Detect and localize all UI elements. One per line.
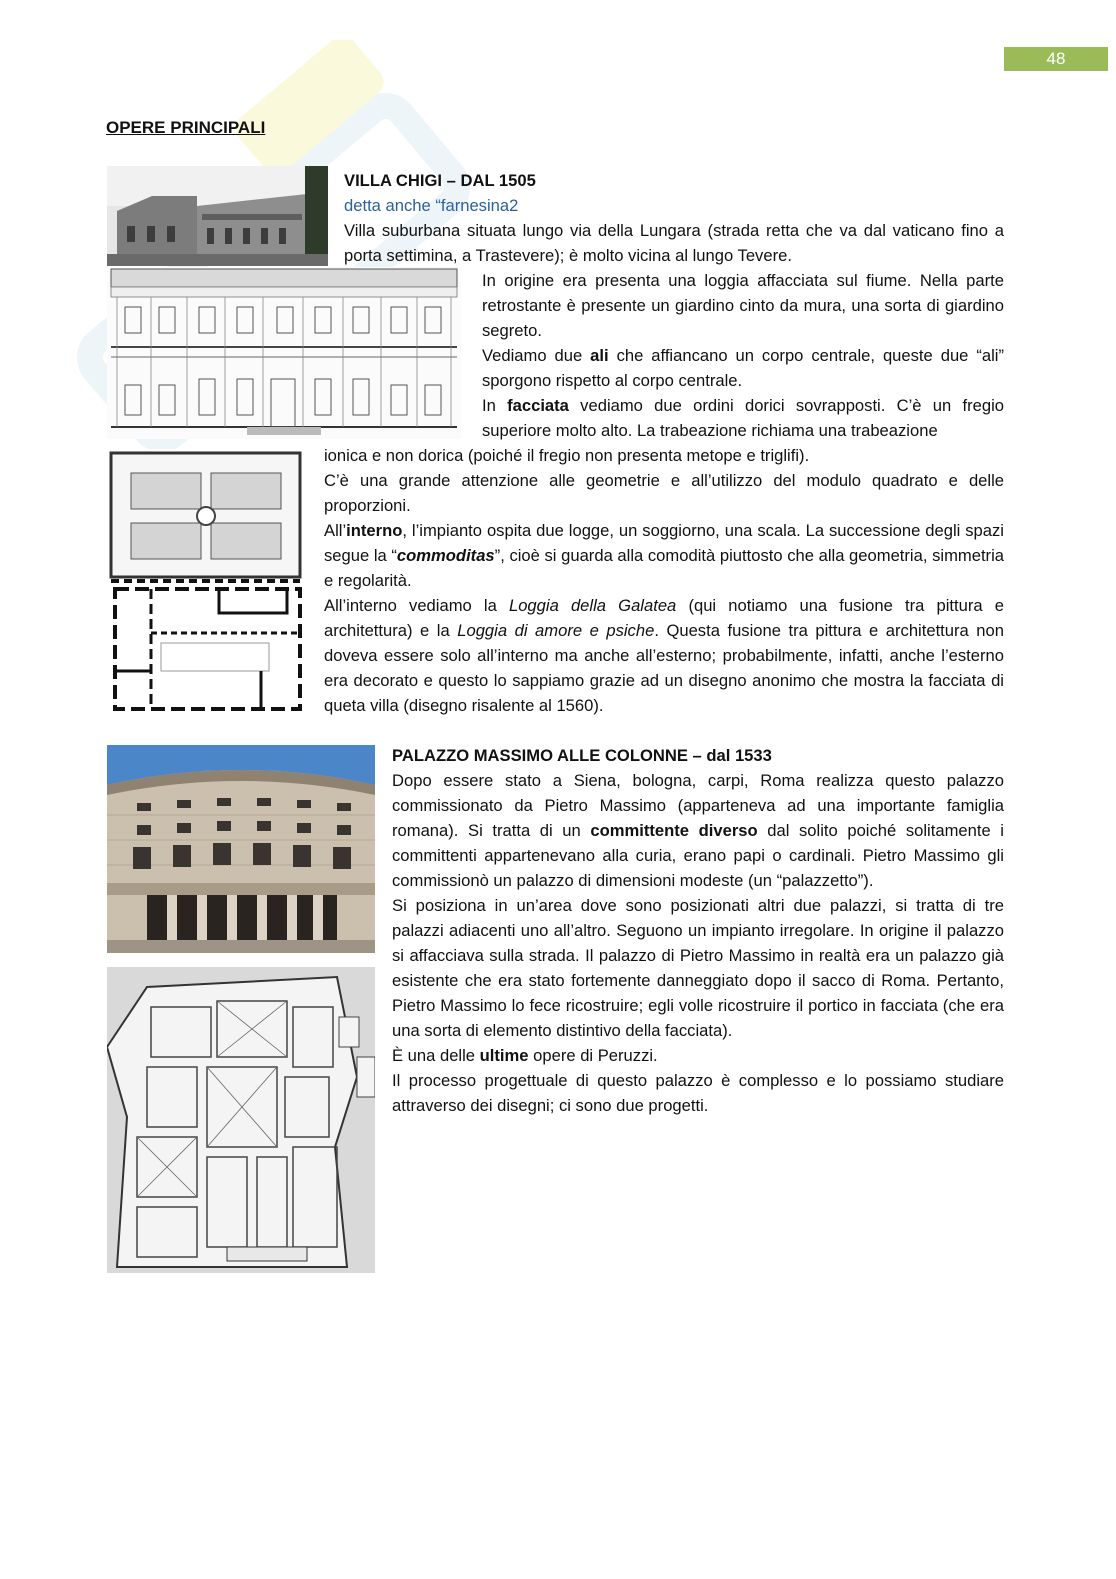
villa-subtitle: detta anche “farnesina2 <box>344 196 519 215</box>
palazzo-title: PALAZZO MASSIMO ALLE COLONNE – dal 1533 <box>392 746 772 765</box>
villa-paragraph-origin: In origine era presenta una loggia affacciata sul fiume. Nella parte retrostante è presente un giardino cinto da mura, una sorta di giardino segreto. <box>482 271 1004 340</box>
villa-lower-block <box>324 443 1004 718</box>
villa-upper-block <box>482 268 1004 443</box>
villa-paragraph-facade: In facciata vediamo due ordini dorici sovrapposti. C’è un fregio superiore molto alto. La trabeazione richiama una trabeazione <box>482 396 1005 440</box>
villa-floor-plan <box>107 449 304 714</box>
villa-paragraph-loggias: All’interno vediamo la Loggia della Galatea (qui notiamo una fusione tra pittura e architettura) e la Loggia di amore e psiche. Questa fusione tra pittura e architettura non doveva essere solo all’interno ma anche all’esterno; probabilmente, infatti, anche l’esterno era decorato e questo lo sappiamo grazie ad un disegno anonimo che mostra la facciata di queta villa (disegno risalente al 1560). <box>324 596 1004 715</box>
page-number: 48 <box>1004 47 1108 71</box>
villa-intro-block <box>344 168 1004 268</box>
villa-paragraph-interior: All’interno, l’impianto ospita due logge, un soggiorno, una scala. La successione degli spazi segue la “commoditas”, cioè si guarda alla comodità piuttosto che alla geometria, simmetria e regolarità. <box>324 521 1004 590</box>
palazzo-floor-plan <box>107 967 375 1273</box>
section-heading: OPERE PRINCIPALI <box>106 118 266 137</box>
villa-paragraph-geometry: C’è una grande attenzione alle geometrie e all’utilizzo del modulo quadrato e delle proporzioni. <box>324 471 1004 515</box>
palazzo-paragraph-design: Il processo progettuale di questo palazzo è complesso e lo possiamo studiare attraverso dei disegni; ci sono due progetti. <box>392 1071 1004 1115</box>
villa-elevation-drawing <box>107 267 461 439</box>
palazzo-paragraph-last-work: È una delle ultime opere di Peruzzi. <box>392 1046 658 1065</box>
villa-paragraph-location: Villa suburbana situata lungo via della Lungara (strada retta che va dal vaticano fino a porta settimina, a Trastevere); è molto vicina al lungo Tevere. <box>344 221 1004 265</box>
villa-photo <box>107 166 328 266</box>
palazzo-paragraph-site: Si posiziona in un’area dove sono posizionati altri due palazzi, si tratta di tre palazzi adiacenti uno all’altro. Seguono un impianto irregolare. In origine il palazzo si affacciava sulla strada. Il palazzo di Pietro Massimo in realtà era un palazzo già esistente che era stato fortemente danneggiato dopo il sacco di Roma. Pertanto, Pietro Massimo lo fece ricostruire; egli volle ricostruire il portico in facciata (che era una sorta di elemento distintivo della facciata). <box>392 896 1004 1040</box>
palazzo-block <box>392 743 1004 1118</box>
villa-paragraph-wings: Vediamo due ali che affiancano un corpo centrale, queste due “ali” sporgono rispetto al corpo centrale. <box>482 346 1005 390</box>
palazzo-paragraph-client: Dopo essere stato a Siena, bologna, carpi, Roma realizza questo palazzo commissionato da Pietro Massimo (apparteneva ad una importante famiglia romana). Si tratta di un committente diverso dal solito poiché solitamente i committenti appartenevano alla curia, erano papi o cardinali. Pietro Massimo gli commissionò un palazzo di dimensioni modeste (un “palazzetto”). <box>392 771 1004 890</box>
palazzo-photo <box>107 745 375 953</box>
villa-paragraph-facade-cont: ionica e non dorica (poiché il fregio non presenta metope e triglifi). <box>324 446 810 465</box>
villa-title: VILLA CHIGI – DAL 1505 <box>344 171 536 190</box>
